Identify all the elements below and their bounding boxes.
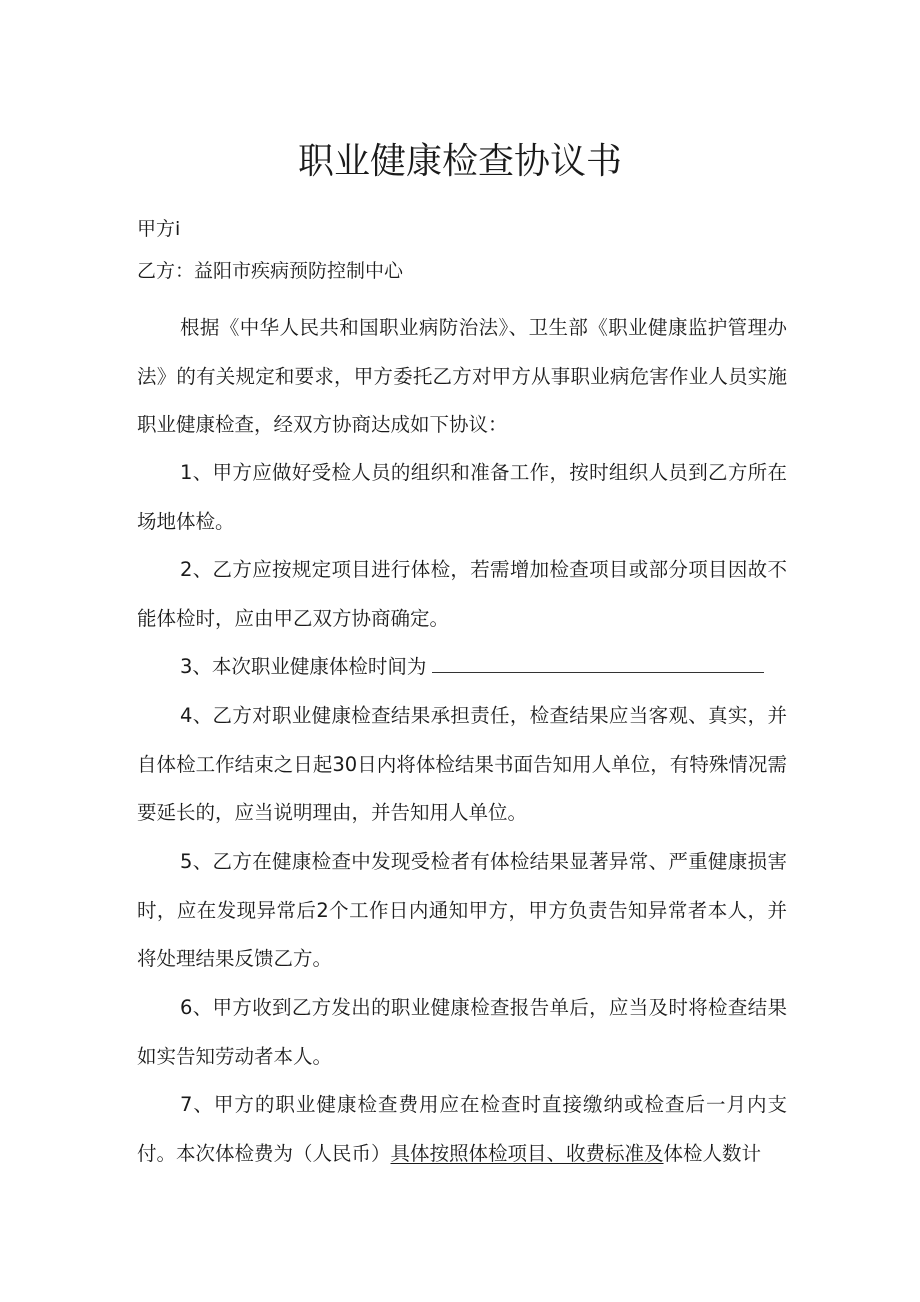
clause-6-number: 6 — [180, 996, 193, 1019]
clause-4-number: 4 — [180, 704, 193, 727]
party-a-label: 甲方 — [137, 218, 176, 240]
clause-2 — [137, 546, 787, 643]
document-title: 职业健康检查协议书 — [297, 141, 622, 182]
clause-5 — [137, 838, 787, 984]
clause-4-text-a: 、乙方对职业健康检查结果承担责任，检查结果应当客观、真实，并自体检工作结束之日起 — [137, 704, 787, 776]
clause-5-days: 2 — [316, 898, 329, 922]
clause-6-text: 、甲方收到乙方发出的职业健康检查报告单后，应当及时将检查结果如实告知劳动者本人。 — [137, 996, 787, 1068]
clause-3-number: 3 — [180, 655, 193, 678]
clause-2-text: 、乙方应按规定项目进行体检，若需增加检查项目或部分项目因故不能体检时，应由甲乙双方协商确定。 — [137, 558, 787, 630]
clause-5-number: 5 — [180, 850, 193, 873]
clause-3 — [137, 643, 787, 692]
clause-2-number: 2 — [180, 558, 193, 581]
clause-7-text-a: 、甲方的职业健康检查费用应在检查时直接缴纳或检查后一月内支付。本次体检费为（人民币） — [137, 1093, 787, 1165]
party-a-value: i — [175, 218, 181, 240]
clause-4-text-b: 日内将体检结果书面告知用人单位，有特殊情况需要延长的，应当说明理由，并告知用人单位。 — [137, 752, 787, 824]
party-b-value: 益阳市疾病预防控制中心 — [194, 260, 404, 282]
clause-3-text: 、本次职业健康体检时间为 — [192, 655, 427, 678]
clause-7 — [137, 1081, 787, 1178]
clause-5-text-a: 、乙方在健康检查中发现受检者有体检结果显著异常、严重健康损害时，应在发现异常后 — [137, 850, 787, 922]
party-b-colon: ： — [175, 260, 195, 282]
party-a-line — [137, 215, 180, 243]
clause-4-days: 30 — [332, 752, 358, 776]
party-b-line — [137, 257, 403, 285]
preamble-paragraph: 根据《中华人民共和国职业病防治法》、卫生部《职业健康监护管理办法》的有关规定和要求，甲方委托乙方对甲方从事职业病危害作业人员实施职业健康检查，经双方协商达成如下协议： — [137, 316, 787, 436]
party-b-label: 乙方 — [137, 260, 176, 282]
clause-1-number: 1 — [180, 461, 193, 484]
clause-1-text: 、甲方应做好受检人员的组织和准备工作，按时组织人员到乙方所在场地体检。 — [137, 461, 787, 533]
clause-1 — [137, 449, 787, 546]
clause-7-number: 7 — [180, 1093, 193, 1116]
exam-time-blank-field[interactable] — [432, 652, 764, 673]
clause-6 — [137, 984, 787, 1081]
clause-5-text-b: 个工作日内通知甲方，甲方负责告知异常者本人，并将处理结果反馈乙方。 — [137, 898, 787, 970]
clause-7-text-b: 体检人数计 — [663, 1141, 762, 1165]
clause-4 — [137, 692, 787, 838]
clause-7-underlined-text: 具体按照体检项目、收费标准及 — [390, 1141, 664, 1165]
